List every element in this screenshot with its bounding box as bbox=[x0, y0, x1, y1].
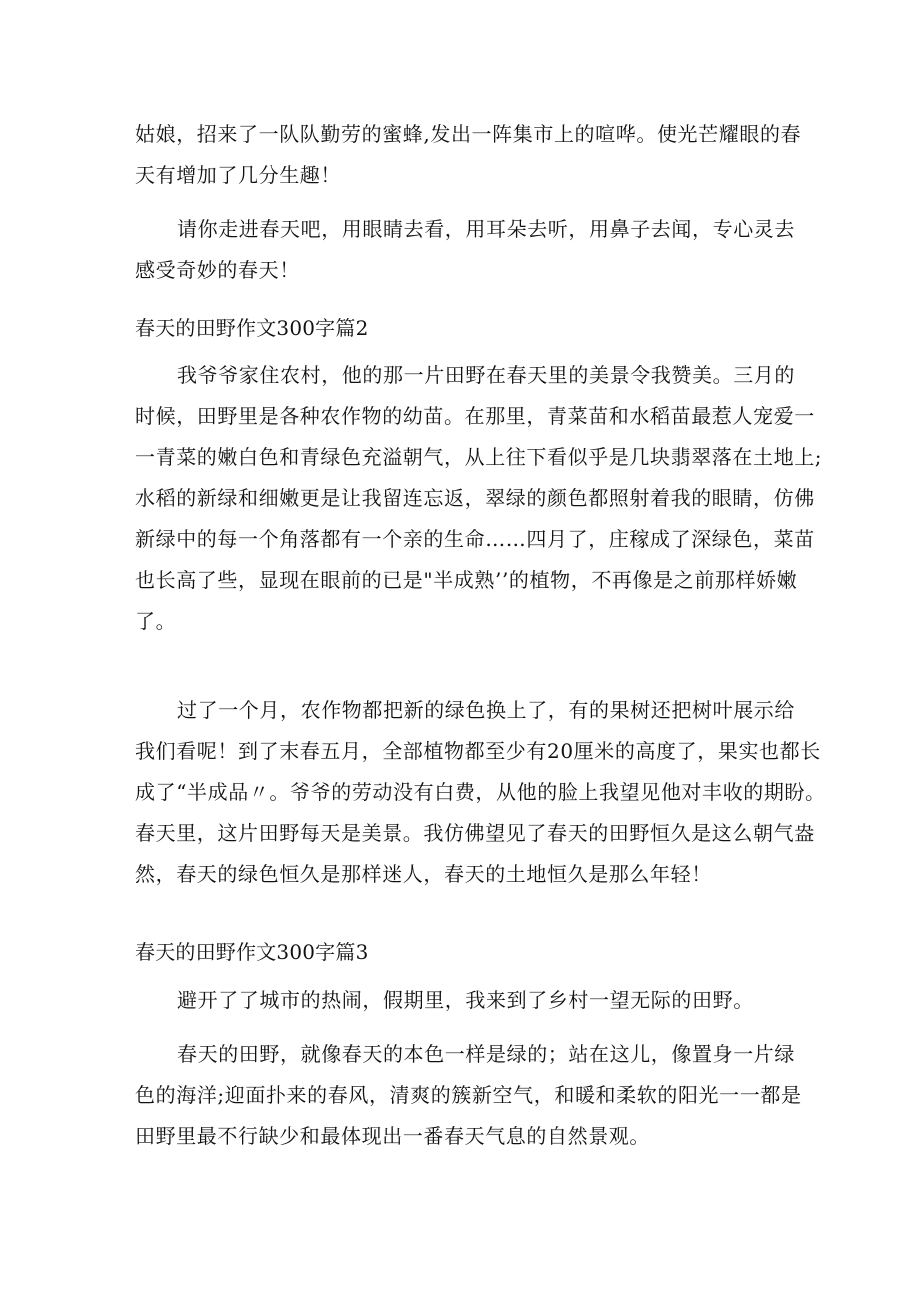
text-line: 过了一个月，农作物都把新的绿色换上了，有的果树还把树叶展示给 bbox=[177, 698, 795, 722]
text-line: 然，春天的绿色恒久是那样迷人，春天的土地恒久是那么年轻！ bbox=[135, 862, 712, 886]
paragraph-1 bbox=[135, 114, 802, 196]
section-heading-3: 春天的田野作文300字篇3 bbox=[135, 940, 369, 964]
text-line: 田野里最不行缺少和最体现出一番春天气息的自然景观。 bbox=[135, 1124, 650, 1148]
text-line: 春天里，这片田野每天是美景。我仿佛望见了春天的田野恒久是这么朝气盎 bbox=[135, 821, 815, 845]
text-line: 了。 bbox=[135, 609, 177, 633]
text-line: 一青菜的嫩白色和青绿色充溢朝气，从上往下看似乎是几块翡翠落在土地上; bbox=[135, 445, 823, 469]
paragraph-6 bbox=[135, 1034, 802, 1157]
text-line: 也长高了些，显现在眼前的已是"半成熟’’的植物，不再像是之前那样娇嫩 bbox=[135, 568, 798, 592]
text-line: 姑娘，招来了一队队勤劳的蜜蜂,发出一阵集市上的喧哗。使光芒耀眼的春 bbox=[135, 122, 802, 146]
text-line: 时候，田野里是各种农作物的幼苗。在那里，青菜苗和水稻苗最惹人宠爱一 bbox=[135, 404, 815, 428]
paragraph-3 bbox=[135, 355, 823, 642]
text-line: 色的海洋;迎面扑来的春风，清爽的簇新空气，和暖和柔软的阳光一一都是 bbox=[135, 1083, 802, 1107]
text-line: 天有增加了几分生趣！ bbox=[135, 163, 341, 187]
paragraph-2 bbox=[135, 209, 795, 291]
text-line: 新绿中的每一个角落都有一个亲的生命……四月了，庄稼成了深绿色，菜苗 bbox=[135, 527, 815, 551]
text-line: 成了“半成品〃。爷爷的劳动没有白费，从他的脸上我望见他对丰收的期盼。 bbox=[135, 780, 826, 804]
text-line: 水稻的新绿和细嫩更是让我留连忘返，翠绿的颜色都照射着我的眼睛，仿佛 bbox=[135, 486, 815, 510]
text-line: 避开了了城市的热闹，假期里，我来到了乡村一望无际的田野。 bbox=[177, 988, 754, 1012]
paragraph-5 bbox=[135, 980, 795, 1021]
text-line: 我们看呢！到了末春五月，全部植物都至少有20厘米的高度了，果实也都长 bbox=[135, 739, 821, 763]
text-line: 感受奇妙的春天！ bbox=[135, 258, 300, 282]
paragraph-4 bbox=[135, 690, 826, 895]
text-line: 春天的田野，就像春天的本色一样是绿的；站在这儿，像置身一片绿 bbox=[177, 1042, 795, 1066]
text-line: 请你走进春天吧，用眼睛去看，用耳朵去听，用鼻子去闻，专心灵去 bbox=[177, 217, 795, 241]
section-heading-2: 春天的田野作文300字篇2 bbox=[135, 316, 369, 340]
text-line: 我爷爷家住农村，他的那一片田野在春天里的美景令我赞美。三月的 bbox=[177, 363, 795, 387]
